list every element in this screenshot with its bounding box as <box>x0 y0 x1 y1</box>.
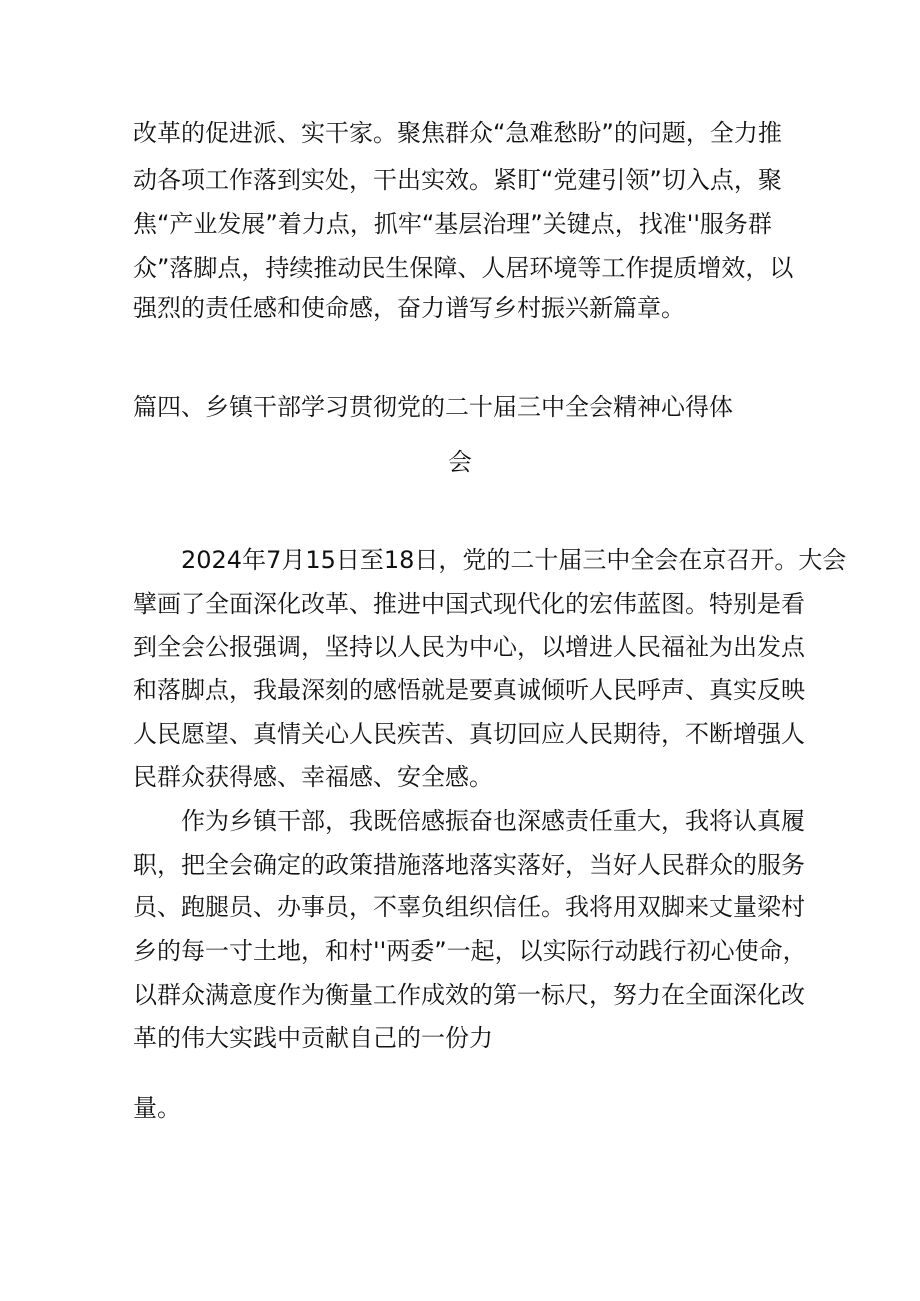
text-line: 民群众获得感、幸福感、安全感。 <box>133 763 493 791</box>
heading-line-2: 会 <box>448 448 472 476</box>
text-line: 强烈的责任感和使命感，奋力谱写乡村振兴新篇章。 <box>133 294 685 322</box>
text-line: 革的伟大实践中贡献自己的一份力 <box>133 1024 493 1052</box>
text-line: 改革的促进派、实干家。聚焦群众“急难愁盼”的问题，全力推 <box>133 119 782 147</box>
text-line: 焦“产业发展”着力点，抓牢“基层治理”关键点，找准''服务群 <box>133 210 772 238</box>
heading-line-1: 篇四、乡镇干部学习贯彻党的二十届三中全会精神心得体 <box>133 393 733 421</box>
text-line: 动各项工作落到实处，干出实效。紧盯“党建引领”切入点，聚 <box>133 166 782 194</box>
text-line: 乡的每一寸土地，和村''两委”一起，以实际行动践行初心使命， <box>133 937 807 965</box>
text-line: 到全会公报强调，坚持以人民为中心，以增进人民福祉为出发点 <box>133 633 805 661</box>
text-line: 作为乡镇干部，我既倍感振奋也深感责任重大，我将认真履 <box>181 807 805 835</box>
text-line: 众”落脚点，持续推动民生保障、人居环境等工作提质增效，以 <box>133 254 794 282</box>
text-line: 2024年7月15日至18日，党的二十届三中全会在京召开。大会 <box>181 546 847 574</box>
text-line: 职，把全会确定的政策措施落地落实落好，当好人民群众的服务 <box>133 851 805 879</box>
text-line: 擘画了全面深化改革、推进中国式现代化的宏伟蓝图。特别是看 <box>133 590 805 618</box>
text-line: 人民愿望、真情关心人民疾苦、真切回应人民期待，不断增强人 <box>133 720 805 748</box>
text-line: 员、跑腿员、办事员，不辜负组织信任。我将用双脚来丈量梁村 <box>133 893 805 921</box>
text-line: 以群众满意度作为衡量工作成效的第一标尺，努力在全面深化改 <box>133 981 805 1009</box>
text-line: 和落脚点，我最深刻的感悟就是要真诚倾听人民呼声、真实反映 <box>133 676 805 704</box>
trailing-text: 量。 <box>133 1094 181 1122</box>
